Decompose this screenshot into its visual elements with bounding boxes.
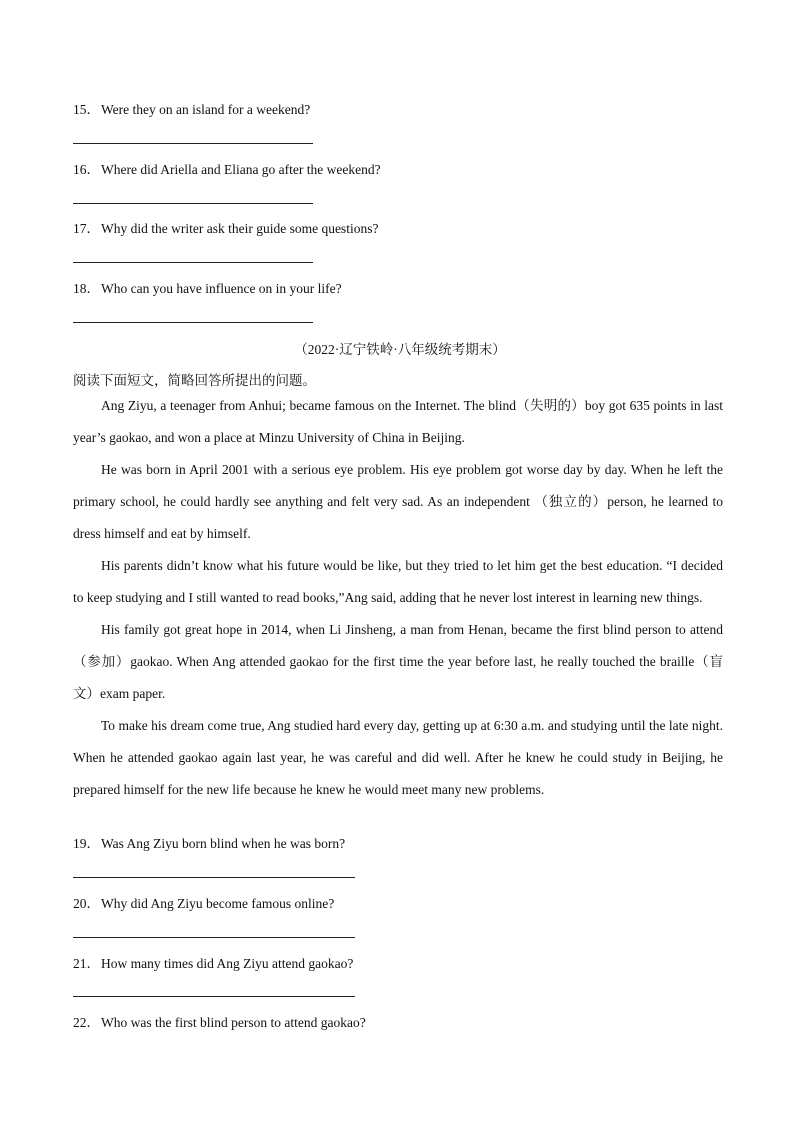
question-number: 17． — [73, 221, 100, 236]
question-21 — [73, 952, 353, 972]
passage-paragraph: Ang Ziyu, a teenager from Anhui; became famous on the Internet. The blind（失明的）boy got 635 points in last year’s gaokao, and won a place at Minzu University of China in Beijing. — [73, 398, 723, 445]
question-number: 19． — [73, 836, 100, 851]
question-17 — [73, 217, 378, 237]
question-15 — [73, 98, 310, 118]
question-text: Why did Ang Ziyu become famous online? — [101, 896, 335, 911]
question-text: Was Ang Ziyu born blind when he was born? — [101, 836, 346, 851]
question-text: Where did Ariella and Eliana go after the weekend? — [101, 162, 381, 177]
question-18 — [73, 277, 342, 297]
question-text: Who can you have influence on in your life? — [101, 281, 342, 296]
answer-line-19[interactable] — [73, 877, 355, 878]
answer-line-15[interactable] — [73, 143, 313, 144]
answer-line-18[interactable] — [73, 322, 313, 323]
question-number: 16． — [73, 162, 100, 177]
passage-paragraph: To make his dream come true, Ang studied hard every day, getting up at 6:30 a.m. and studying until the late night. When he attended gaokao again last year, he was careful and did well. After he knew he could study in Beijing, he prepared himself for the new life because he knew he would meet many new problems. — [73, 718, 723, 797]
answer-line-16[interactable] — [73, 203, 313, 204]
question-22 — [73, 1011, 366, 1031]
question-16 — [73, 158, 381, 178]
question-number: 22． — [73, 1015, 100, 1030]
answer-line-20[interactable] — [73, 937, 355, 938]
passage-paragraph: His parents didn’t know what his future would be like, but they tried to let him get the best education. “I decided to keep studying and I still wanted to read books,”Ang said, adding that he never lost interest in learning new things. — [73, 558, 723, 605]
source-citation: （2022·辽宁铁岭·八年级统考期末） — [294, 342, 506, 357]
question-number: 15． — [73, 102, 100, 117]
question-text: Who was the first blind person to attend gaokao? — [101, 1015, 366, 1030]
answer-line-17[interactable] — [73, 262, 313, 263]
question-text: How many times did Ang Ziyu attend gaokao? — [101, 956, 354, 971]
reading-passage — [73, 390, 723, 806]
passage-paragraph: His family got great hope in 2014, when Li Jinsheng, a man from Henan, became the first blind person to attend（参加）gaokao. When Ang attended gaokao for the first time the year before last, he really touched the braille（盲文）exam paper. — [73, 622, 723, 701]
question-20 — [73, 892, 334, 912]
question-text: Were they on an island for a weekend? — [101, 102, 311, 117]
answer-line-21[interactable] — [73, 996, 355, 997]
question-text: Why did the writer ask their guide some questions? — [101, 221, 379, 236]
question-19 — [73, 832, 345, 852]
question-number: 21． — [73, 956, 100, 971]
reading-instruction: 阅读下面短文，简略回答所提出的问题。 — [73, 373, 316, 388]
question-number: 20． — [73, 896, 100, 911]
question-number: 18． — [73, 281, 100, 296]
passage-paragraph: He was born in April 2001 with a serious eye problem. His eye problem got worse day by day. When he left the primary school, he could hardly see anything and felt very sad. As an independent （独立的）person, he learned to dress himself and eat by himself. — [73, 462, 723, 541]
